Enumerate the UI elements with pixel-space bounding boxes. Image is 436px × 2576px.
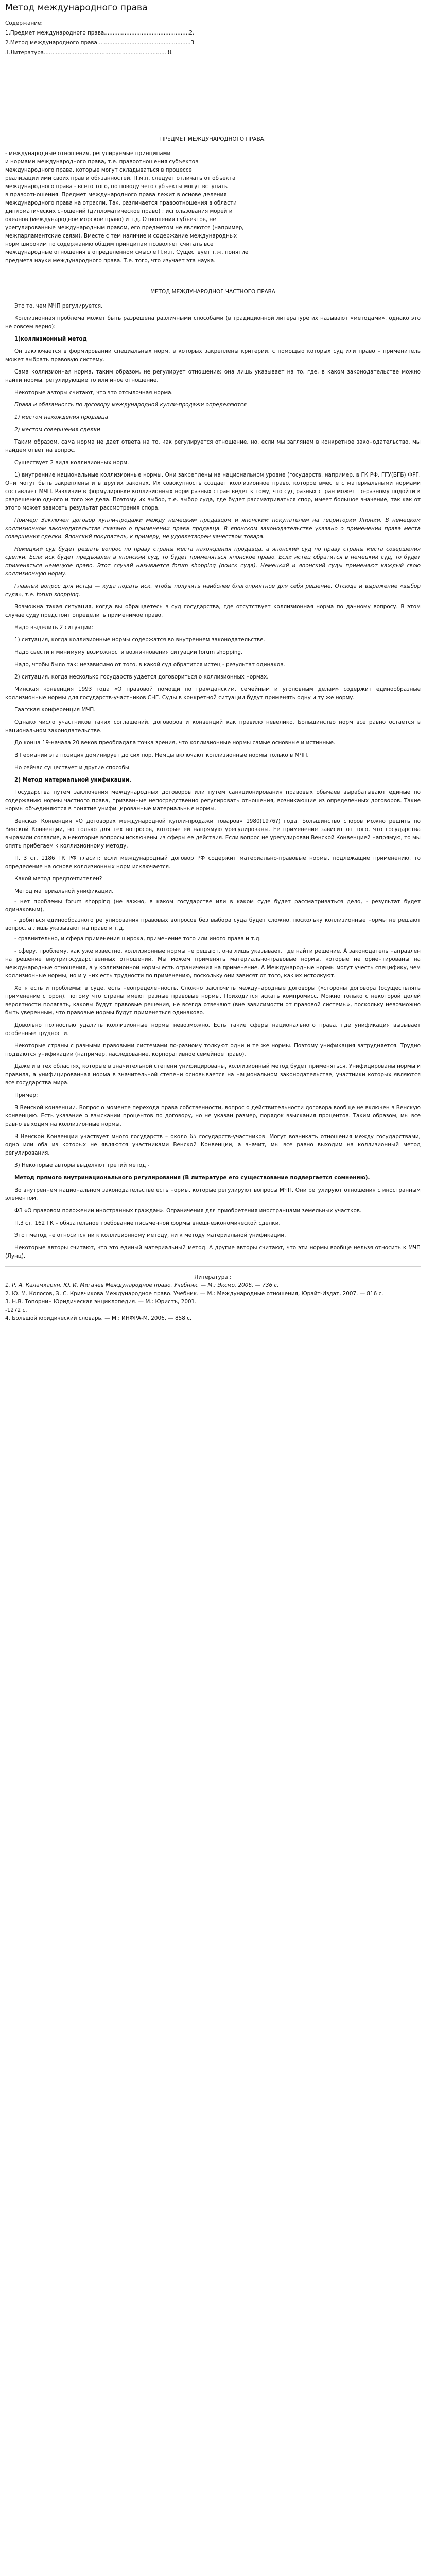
paragraph: Права и обязанность по договору международной купли-продажи определяются: [14, 402, 247, 408]
text-line: и нормами международного права, т.е. правоотношения субъектов: [5, 159, 199, 165]
divider: [5, 1266, 421, 1267]
paragraph: П. 3 ст. 1186 ГК РФ гласит: если международный договор РФ содержит материально-правовые нормы, подлежащие применению, то определение на основе коллизионных норм исключается.: [5, 855, 421, 870]
paragraph: Главный вопрос для истца — куда подать иск, чтобы получить наиболее благоприятное для себя решение. Отсюда и выражение «выбор суда», т.е. forum shopping.: [5, 583, 421, 598]
paragraph: Во внутреннем национальном законодательстве есть нормы, которые регулируют вопросы МЧП. Они регулируют отношения с иностранным элементом.: [5, 1187, 421, 1201]
section-heading: МЕТОД МЕЖДУНАРОДНОГ ЧАСТНОГО ПРАВА: [150, 289, 275, 295]
text-line: межпарламентские связи). Вместе с тем наличие и содержание международных: [5, 233, 237, 239]
text-line: дипломатических сношений (дипломатическое право) ; использования морей и: [5, 208, 233, 214]
toc-item: 3.Литература.........................................................................8.: [5, 49, 173, 56]
reference-item: -1272 с.: [5, 1307, 27, 1313]
paragraph: Даже и в тех областях, которые в значительной степени унифицированы, коллизионный метод будет применяться. Унифицированы нормы и правила, а унифицированная норма в значительной степени основывается на национальном законодательстве, участники которых являются все государства мира.: [5, 1063, 421, 1086]
paragraph: Существует 2 вида коллизионных норм.: [14, 460, 129, 466]
paragraph: Минская конвенция 1993 года «О правовой помощи по гражданским, семейным и уголовным делам» содержит единообразные коллизионные нормы для государств-участников СНГ. Суды в конкретной ситуации будут применять одну и ту же норму.: [5, 686, 421, 701]
paragraph: 1) местом нахождения продавца: [14, 414, 109, 420]
paragraph: Но сейчас существует и другие способы: [14, 765, 130, 771]
page-title: Метод международного права: [5, 2, 421, 15]
references-heading: Литература :: [194, 1274, 232, 1280]
text-line: международного права - всего того, по поводу чего субъекты могут вступать: [5, 183, 228, 190]
subheading: 2) Метод материальной унификации.: [14, 777, 131, 783]
paragraph: Хотя есть и проблемы: в суде, есть неопределенность. Сложно заключить международные договоры («стороны договора (осуществлять применение сторон), потому что страны имеют разные правовые нормы. Приходится искать компромисс. Можно только с некоторой долей вероятности полагать, каковы будут правовые решения, не всегда отвечают (вне зависимости от правовой системы», поскольку невозможно быть уверенным, что правовые нормы будут применяться одинаково.: [5, 985, 421, 1016]
paragraph: Возможна такая ситуация, когда вы обращаетесь в суд государства, где отсутствует коллизионная норма по данному вопросу. В этом случае суду предстоит определить применимое право.: [5, 604, 421, 618]
paragraph: Венская Конвенция «О договорах международной купли-продажи товаров» 1980(1976?) года. Большинство споров можно решить по Венской Конвенции, но только для тех вопросов, которые ей напрямую урегулированы. Ее применение зависит от того, что государства выразили согласие, а некоторые вопросы исключены из сферы ее действия. Если вопрос не урегулирован Венской Конвенцией напрямую, то мы опять прибегаем к коллизионному методу.: [5, 818, 421, 849]
paragraph: Коллизионная проблема может быть разрешена различными способами (в традиционной литературе их называют «методами», однако это не совсем верно):: [5, 315, 421, 330]
paragraph: Этот метод не относится ни к коллизионному методу, ни к методу материальной унификации.: [14, 1232, 286, 1239]
text-line: океанов (международное морское право) и т.д. Отношения субъектов, не: [5, 216, 216, 223]
paragraph: ФЗ «О правовом положении иностранных граждан». Ограничения для приобретения иностранцами земельных участков.: [14, 1208, 362, 1214]
text-line: международного права, которые могут складываться в процессе: [5, 167, 192, 173]
subheading: 1)коллизионный метод: [14, 336, 87, 342]
paragraph: Он заключается в формировании специальных норм, в которых закреплены критерии, с помощью которых суд или право – применитель может выбрать правовую систему.: [5, 348, 421, 363]
text-line: международные отношения в определенном смысле П.м.п. Существует т.ж. понятие: [5, 249, 249, 256]
paragraph: - сравнительно, и сфера применения широка, применение того или иного права и т.д.: [14, 936, 261, 942]
text-line: международного права на отрасли. Так, различается правоотношения в области: [5, 200, 237, 206]
text-line: норм широким по содержанию общим принципам позволяет считать все: [5, 241, 214, 247]
reference-item: 2. Ю. М. Колосов, Э. С. Кривчикова Международное право. Учебник. — М.: Международные отношения, Юрайт-Издат, 2007. — 816 с.: [5, 1291, 383, 1297]
paragraph: Метод материальной унификации.: [14, 888, 114, 894]
paragraph: До конца 19-начала 20 веков преобладала точка зрения, что коллизионные нормы самые основные и истинные.: [14, 740, 336, 746]
paragraph: 1) внутренние национальные коллизионные нормы. Они закреплены на национальном уровне (государств, например, в ГК РФ, ГГУ(БГБ) ФРГ. Они могут быть закреплены и в других законах. Их совокупность создает коллизионное право, которое вместе с материальными нормами составляет МЧП. Различие в формулировке коллизионных норм разных стран ведет к тому, что суд разных стран может по-разному подойти к разрешению одного и того же дела. Поэтому их выбор, т.е. выбор суда, где будет рассматриваться спор, имеет большое значение, так как от этого может зависеть результат рассмотрения спора.: [5, 472, 421, 511]
section-method: [5, 287, 421, 1260]
paragraph: - нет проблемы forum shopping (не важно, в каком государстве или в каком суде будет рассматриваться дело, - результат будет одинаковым),: [5, 899, 421, 913]
reference-item: 1. Р. А. Каламкарян, Ю. И. Мигачев Международное право. Учебник. — М.: Эксмо, 2006. — 736 с.: [5, 1282, 279, 1289]
section-heading: ПРЕДМЕТ МЕЖДУНАРОДНОГО ПРАВА.: [160, 136, 266, 142]
section-body: [5, 149, 421, 265]
table-of-contents: [5, 19, 421, 58]
paragraph: 2) местом совершения сделки: [14, 427, 100, 433]
paragraph: Надо свести к минимуму возможности возникновения ситуации forum shopping.: [14, 649, 243, 655]
paragraph: Это то, чем МЧП регулируется.: [14, 303, 103, 309]
reference-item: 4. Большой юридический словарь. — М.: ИНФРА-М, 2006. — 858 с.: [5, 1315, 192, 1321]
paragraph: Таким образом, сама норма не дает ответа на то, как регулируется отношение, но, если мы заглянем в конкретное законодательство, мы найдем ответ на вопрос.: [5, 439, 421, 453]
paragraph: Некоторые страны с разными правовыми системами по-разному толкуют одни и те же нормы. Поэтому унификация затрудняется. Трудно поддаются унификации (например, наследование, корпоративное семейное право).: [5, 1043, 421, 1057]
text-line: в правоотношения. Предмет международного права лежит в основе деления: [5, 192, 227, 198]
paragraph: 3) Некоторые авторы выделяют третий метод -: [14, 1162, 150, 1168]
paragraph: - сферу, проблему, как уже известно, коллизионные нормы не решают, она лишь указывает, где найти решение. А законодатель направлен на решение внутригосударственных отношений. Мы можем применять материально-правовые нормы, которые не ориентированы на международные отношения, а у коллизионной нормы есть ограничения на применение. А Международные нормы могут учесть специфику, чем коллизионные нормы, но и у них есть трудности по применению, поскольку они зависят от того, как их истолкуют.: [5, 948, 421, 979]
paragraph: Надо, чтобы было так: независимо от того, в какой суд обратится истец - результат одинаков.: [14, 662, 285, 668]
reference-item: 3. Н.В. Топорнин Юридическая энциклопедия. — М.: Юристъ, 2001.: [5, 1299, 197, 1305]
paragraph: Гаагская конференция МЧП.: [14, 707, 96, 713]
text-line: урегулированные международным правом, его предметом не являются (например,: [5, 225, 244, 231]
section-subject: [5, 135, 421, 265]
paragraph: Некоторые авторы считают, что это отсылочная норма.: [14, 389, 173, 396]
paragraph: В Венской конвенции. Вопрос о моменте перехода права собственности, вопрос о действительности договора вообще не включен в Венскую конвенцию. Есть указание о взыскании процентов по договору, но не указан размер, порядок взыскания процентов. Таким образом, мы все равно выходим на коллизионные нормы.: [5, 1105, 421, 1127]
paragraph: Однако число участников таких соглашений, договоров и конвенций как правило невелико. Большинство норм все равно остается в национальном законодательстве.: [5, 719, 421, 734]
paragraph: 1) ситуация, когда коллизионные нормы содержатся во внутреннем законодательстве.: [14, 637, 265, 643]
toc-item: 1.Предмет международного права..................................................2.: [5, 30, 195, 36]
paragraph: Немецкий суд будет решать вопрос по праву страны места нахождения продавца, а японский суд по праву страны места совершения сделки. Если иск будет предъявлен в японский суд, то будет применяться японское право. Если истец обратится в немецкий суд, то будет применяться немецкое право. Этот случай называется forum shopping (поиск суда). Немецкий и японский суды применяют каждый свою коллизионную норму.: [5, 546, 421, 577]
paragraph: 2) ситуация, когда несколько государств удается договориться о коллизионных нормах.: [14, 674, 269, 680]
paragraph: Надо выделить 2 ситуации:: [14, 624, 93, 631]
text-line: предмета науки международного права. Т.е. того, что изучает эта наука.: [5, 258, 216, 264]
text-line: - международные отношения, регулируемые принципами: [5, 150, 171, 157]
paragraph: Довольно полностью удалить коллизионные нормы невозможно. Есть такие сферы национального права, где унификация вызывает особенные трудности.: [5, 1022, 421, 1037]
paragraph: Пример:: [14, 1092, 38, 1098]
paragraph: Государства путем заключения международных договоров или путем санкционирования правовых обычаев вырабатывают единые по содержанию нормы частного права, призванные непосредственно регулировать отношения, возникающие из определенных договоров. Такие нормы объединяются в понятие унифицированные материальные нормы.: [5, 789, 421, 812]
paragraph: Сама коллизионная норма, таким образом, не регулирует отношение; она лишь указывает на то, где, в каком законодательстве можно найти нормы, регулирующие то или иное отношение.: [5, 369, 421, 383]
paragraph: В Германии эта позиция доминирует до сих пор. Немцы включают коллизионные нормы только в МЧП.: [14, 752, 309, 758]
paragraph: В Венской Конвенции участвует много государств – около 65 государств-участников. Могут возникать отношения между государствами, одно или оба из которых не являются участниками Венской Конвенции, а значит, мы все равно выходим на коллизионный метод регулирования.: [5, 1133, 421, 1156]
references: [5, 1273, 421, 1323]
paragraph: - добиться единообразного регулирования правовых вопросов без выбора суда будет сложно, поскольку коллизионные нормы не решают вопрос, а лишь указывают на право и т.д.: [5, 917, 421, 931]
toc-item: 2.Метод международного права.......................................................3: [5, 40, 195, 46]
text-line: реализации ими своих прав и обязанностей. П.м.п. следует отличать от объекта: [5, 175, 236, 181]
paragraph: Пример: Заключен договор купли-продажи между немецким продавцом и японским покупателем на территории Японии. В немецком коллизионном законодательстве сказано о применении права продавца. В японском законодательстве указано о применении права места совершения сделки. Японский покупатель, к примеру, не удовлетворен качеством товара.: [5, 517, 421, 540]
toc-heading: Содержание:: [5, 20, 43, 26]
subheading: Метод прямого внутринационального регулирования (В литературе его существование подвергается сомнению).: [14, 1175, 370, 1181]
paragraph: П.3 ст. 162 ГК – обязательное требование письменной формы внешнеэкономической сделки.: [14, 1220, 281, 1226]
paragraph: Некоторые авторы считают, что это единый материальный метод. А другие авторы считают, что эти нормы вообще нельзя относить к МЧП (Лунц).: [5, 1245, 421, 1259]
paragraph: Какой метод предпочтителен?: [14, 876, 102, 882]
